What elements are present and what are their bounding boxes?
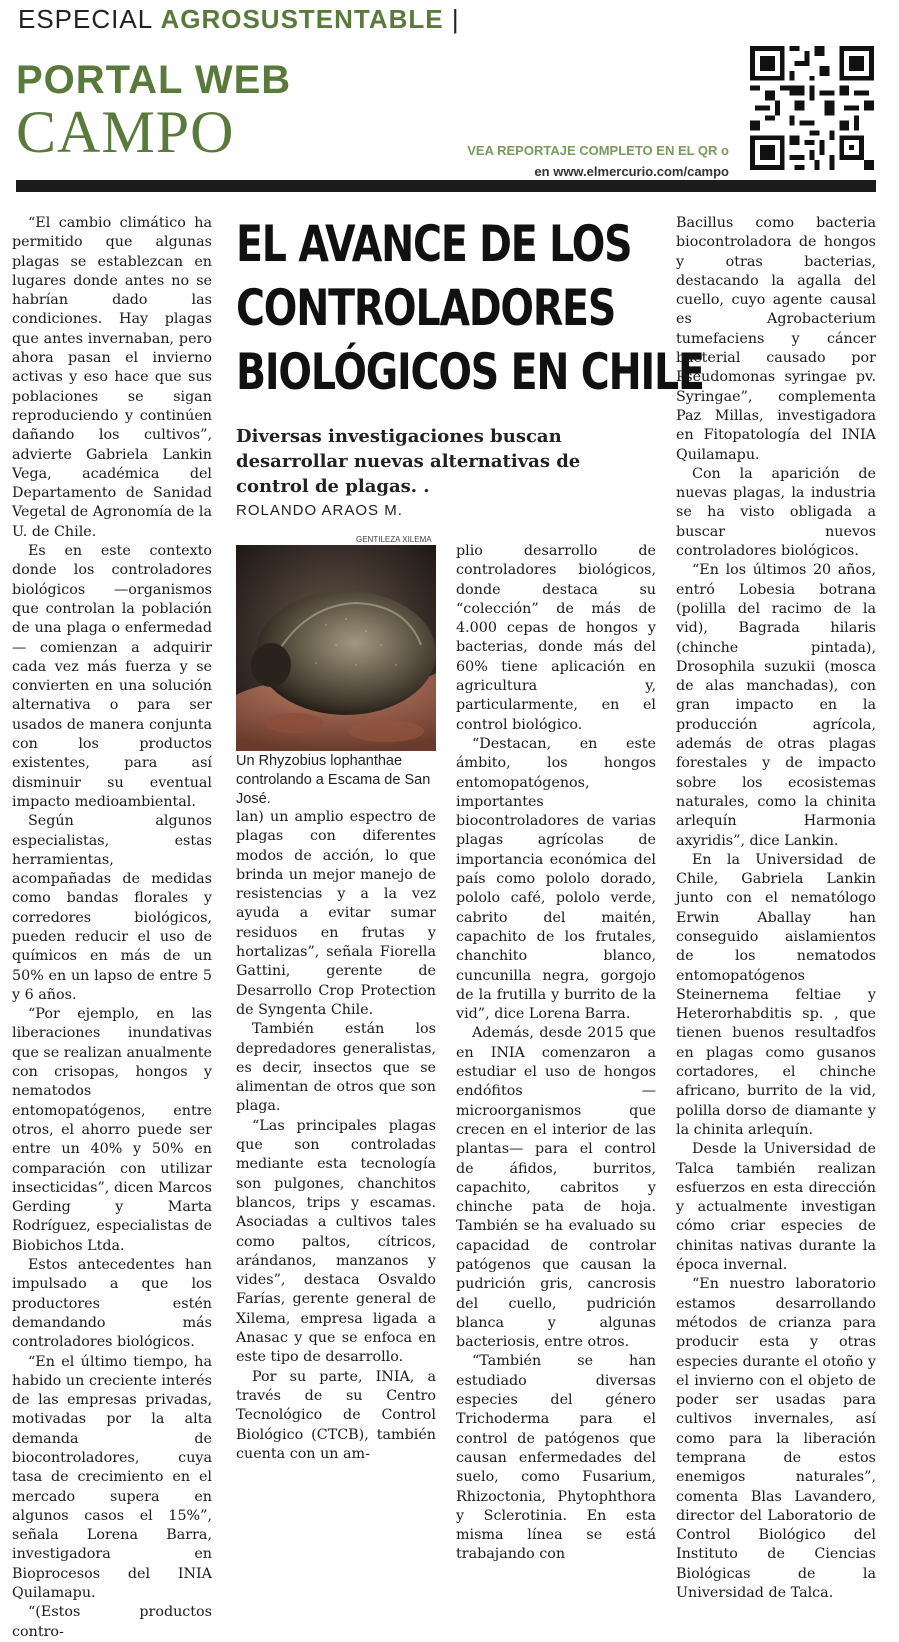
body-paragraph: También están los depredadores generalistas, es decir, insectos que se alimentan de otros que son plaga. [236,1021,436,1115]
section-separator: | [451,4,460,34]
qr-note-line2[interactable]: en www.elmercurio.com/campo [534,164,729,179]
photo-credit: GENTILEZA XILEMA [356,535,432,544]
body-column-2 [236,808,436,1464]
portal-subtitle: CAMPO [16,99,235,165]
qr-note [467,140,729,182]
body-paragraph: “El cambio climático ha permitido que algunas plagas se establezcan en lugares donde antes no se habrían dado las condiciones. Hay plagas que antes invernaban, pero ahora pasan el invierno activas y eso hace que sus poblaciones se sigan reproduciendo y continúen dañando los cultivos”, advierte Gabriela Lankin Vega, académica del Departamento de Sanidad Vegetal de Agronomía de la U. de Chile. [12,215,212,540]
body-column-3 [456,542,656,1565]
body-paragraph: En la Universidad de Chile, Gabriela Lankin junto con el nematólogo Erwin Aballay han conseguido aislamientos de los nematodos entomopatógenos Steinernema feltiae y Heterorhabditis sp. , que tienen buenos resultadfos en plagas como gusanos cortadores, el chinche africano, burrito de la vid, polilla dorso de diamante y la chinita arlequín. [676,851,876,1138]
body-paragraph: plio desarrollo de controladores biológicos, donde destaca su “colección” de más de 4.000 cepas de hongos y bacterias, donde más del 60% tiene aplicación en agricultura y, particularmente, en el control biológico. [456,543,656,733]
qr-note-line1: VEA REPORTAJE COMPLETO EN EL QR o [467,143,729,158]
photo-caption: Un Rhyzobius lophanthae controlando a Escama de San José. [236,753,431,807]
body-paragraph: Bacillus como bacteria biocontroladora de hongos y otras bacterias, destacando la agalla del cuello, cuyo agente causal es Agrobacterium tumefaciens y cáncer bacterial causado por Pseudomonas syringae pv. Syringae”, complementa Paz Millas, investigadora en Fitopatología del INIA Quilamapu. [676,215,876,463]
section-name: AGROSUSTENTABLE [160,4,444,34]
body-paragraph: Es en este contexto donde los controladores biológicos —organismos que controlan la población de una plaga o enfermedad— comienzan a adquirir cada vez más fuerza y se convierten en una solución alternativa o para ser usados de manera conjunta con los productos existentes, para así disminuir su eventual impacto medioambiental. [12,543,212,810]
body-paragraph: lan) un amplio espectro de plagas con diferentes modos de acción, lo que brinda un mejor manejo de resistencias y a la vez ayuda a evitar sumar residuos en frutas y hortalizas”, señala Fiorella Gattini, gerente de Desarrollo Crop Protection de Syngenta Chile. [236,809,436,1018]
body-paragraph: “En el último tiempo, ha habido un creciente interés de las empresas privadas, motivadas por la alta demanda de biocontroladores, cuya tasa de crecimiento en el mercado supera en algunos casos el 15%”, señala Lorena Barra, investigadora en Bioprocesos del INIA Quilamapu. [12,1353,212,1602]
body-paragraph: “También se han estudiado diversas especies del género Trichoderma para el control de patógenos que causan enfermedades del suelo, como Fusarium, Rhizoctonia, Phytophthora y Sclerotinia. En esta misma línea se está trabajando con [456,1353,656,1563]
article-headline [236,212,704,404]
headline-line: BIOLÓGICOS EN CHILE [236,343,704,401]
headline-line: CONTROLADORES [236,279,616,337]
body-paragraph: “En nuestro laboratorio estamos desarrollando métodos de crianza para producir esta y otras especies durante el otoño y el invierno con el objeto de poder ser usadas para cultivos invernales, así como para la liberación temprana de estos enemigos naturales”, comenta Blas Lavandero, director del Laboratorio de Control Biológico del Instituto de Ciencias Biológicas de la Universidad de Talca. [676,1276,876,1602]
beetle-photo [236,545,436,751]
body-paragraph: Con la aparición de nuevas plagas, la industria se ha visto obligada a buscar nuevos controladores biológicos. [676,465,876,560]
article-subhead: Diversas investigaciones buscan desarrollar nuevas alternativas de control de plagas. . [236,426,581,497]
body-paragraph: Además, desde 2015 que en INIA comenzaron a estudiar el uso de hongos endófitos —microorganismos que crecen en el interior de las plantas— para el control de áfidos, burritos, capachito, cabritos y chinche pata de hoja. También se ha evaluado su capacidad de controlar patógenos que causan la pudrición gris, cancrosis del cuello, pudrición blanca y algunas bacteriosis, entre otros. [456,1025,656,1351]
body-column-1 [12,214,212,1642]
body-paragraph: Estos antecedentes han impulsado a que los productores estén demandando más controladores biológicos. [12,1257,212,1351]
body-paragraph: Por su parte, INIA, a través de su Centro Tecnológico de Control Biológico (CTCB), también cuenta con un am- [236,1368,436,1462]
qr-code-icon[interactable] [750,46,874,170]
portal-title: PORTAL WEB [16,58,292,102]
section-prefix: ESPECIAL [18,4,153,34]
body-paragraph: Según algunos especialistas, estas herramientas, acompañadas de medidas como bandas florales y corredores biológicos, pueden reducir el uso de químicos en más de un 50% en un lapso de entre 5 y 6 años. [12,813,212,1003]
section-label [18,4,460,35]
body-paragraph: “Las principales plagas que son controladas mediante esta tecnología son pulgones, chanchitos blancos, trips y escamas. Asociadas a cultivos tales como paltos, cítricos, arándanos, manzanos y vides”, destaca Osvaldo Farías, gerente general de Xilema, empresa ligada a Anasac y que se enfoca en este tipo de desarrollo. [236,1117,436,1366]
body-column-4 [676,214,876,1603]
article-byline: ROLANDO ARAOS M. [236,502,403,519]
body-paragraph: “Destacan, en este ámbito, los hongos entomopatógenos, importantes biocontroladores de varias plagas agrícolas de importancia económica del país como pololo dorado, pololo café, pololo verde, cabrito del maitén, capachito de los frutales, chanchito blanco, cuncunilla negra, gorgojo de la frutilla y burrito de la vid”, dice Lorena Barra. [456,735,656,1023]
body-paragraph: “Por ejemplo, en las liberaciones inundativas que se realizan anualmente con crisopas, hongos y nematodos entomopatógenos, entre otros, el ahorro puede ser entre un 40% y 50% en comparación con utilizar insecticidas”, dicen Marcos Gerding y Marta Rodríguez, especialistas de Biobichos Ltda. [12,1006,212,1254]
header-rule [16,180,876,192]
headline-line: EL AVANCE DE LOS [236,215,632,273]
body-paragraph: Desde la Universidad de Talca también realizan esfuerzos en esta dirección y actualmente investigan cómo criar especies de chinitas nativas durante la época invernal. [676,1141,876,1274]
body-paragraph: “En los últimos 20 años, entró Lobesia botrana (polilla del racimo de la vid), Bagrada hilaris (chinche pintada), Drosophila suzukii (mosca de alas manchadas), con gran impacto en la producción agrícola, además de otras plagas forestales y de impacto sobre los ecosistemas naturales, como la chinita arlequín Harmonia axyridis”, dice Lankin. [676,562,876,849]
body-paragraph: “(Estos productos contro- [12,1604,212,1640]
